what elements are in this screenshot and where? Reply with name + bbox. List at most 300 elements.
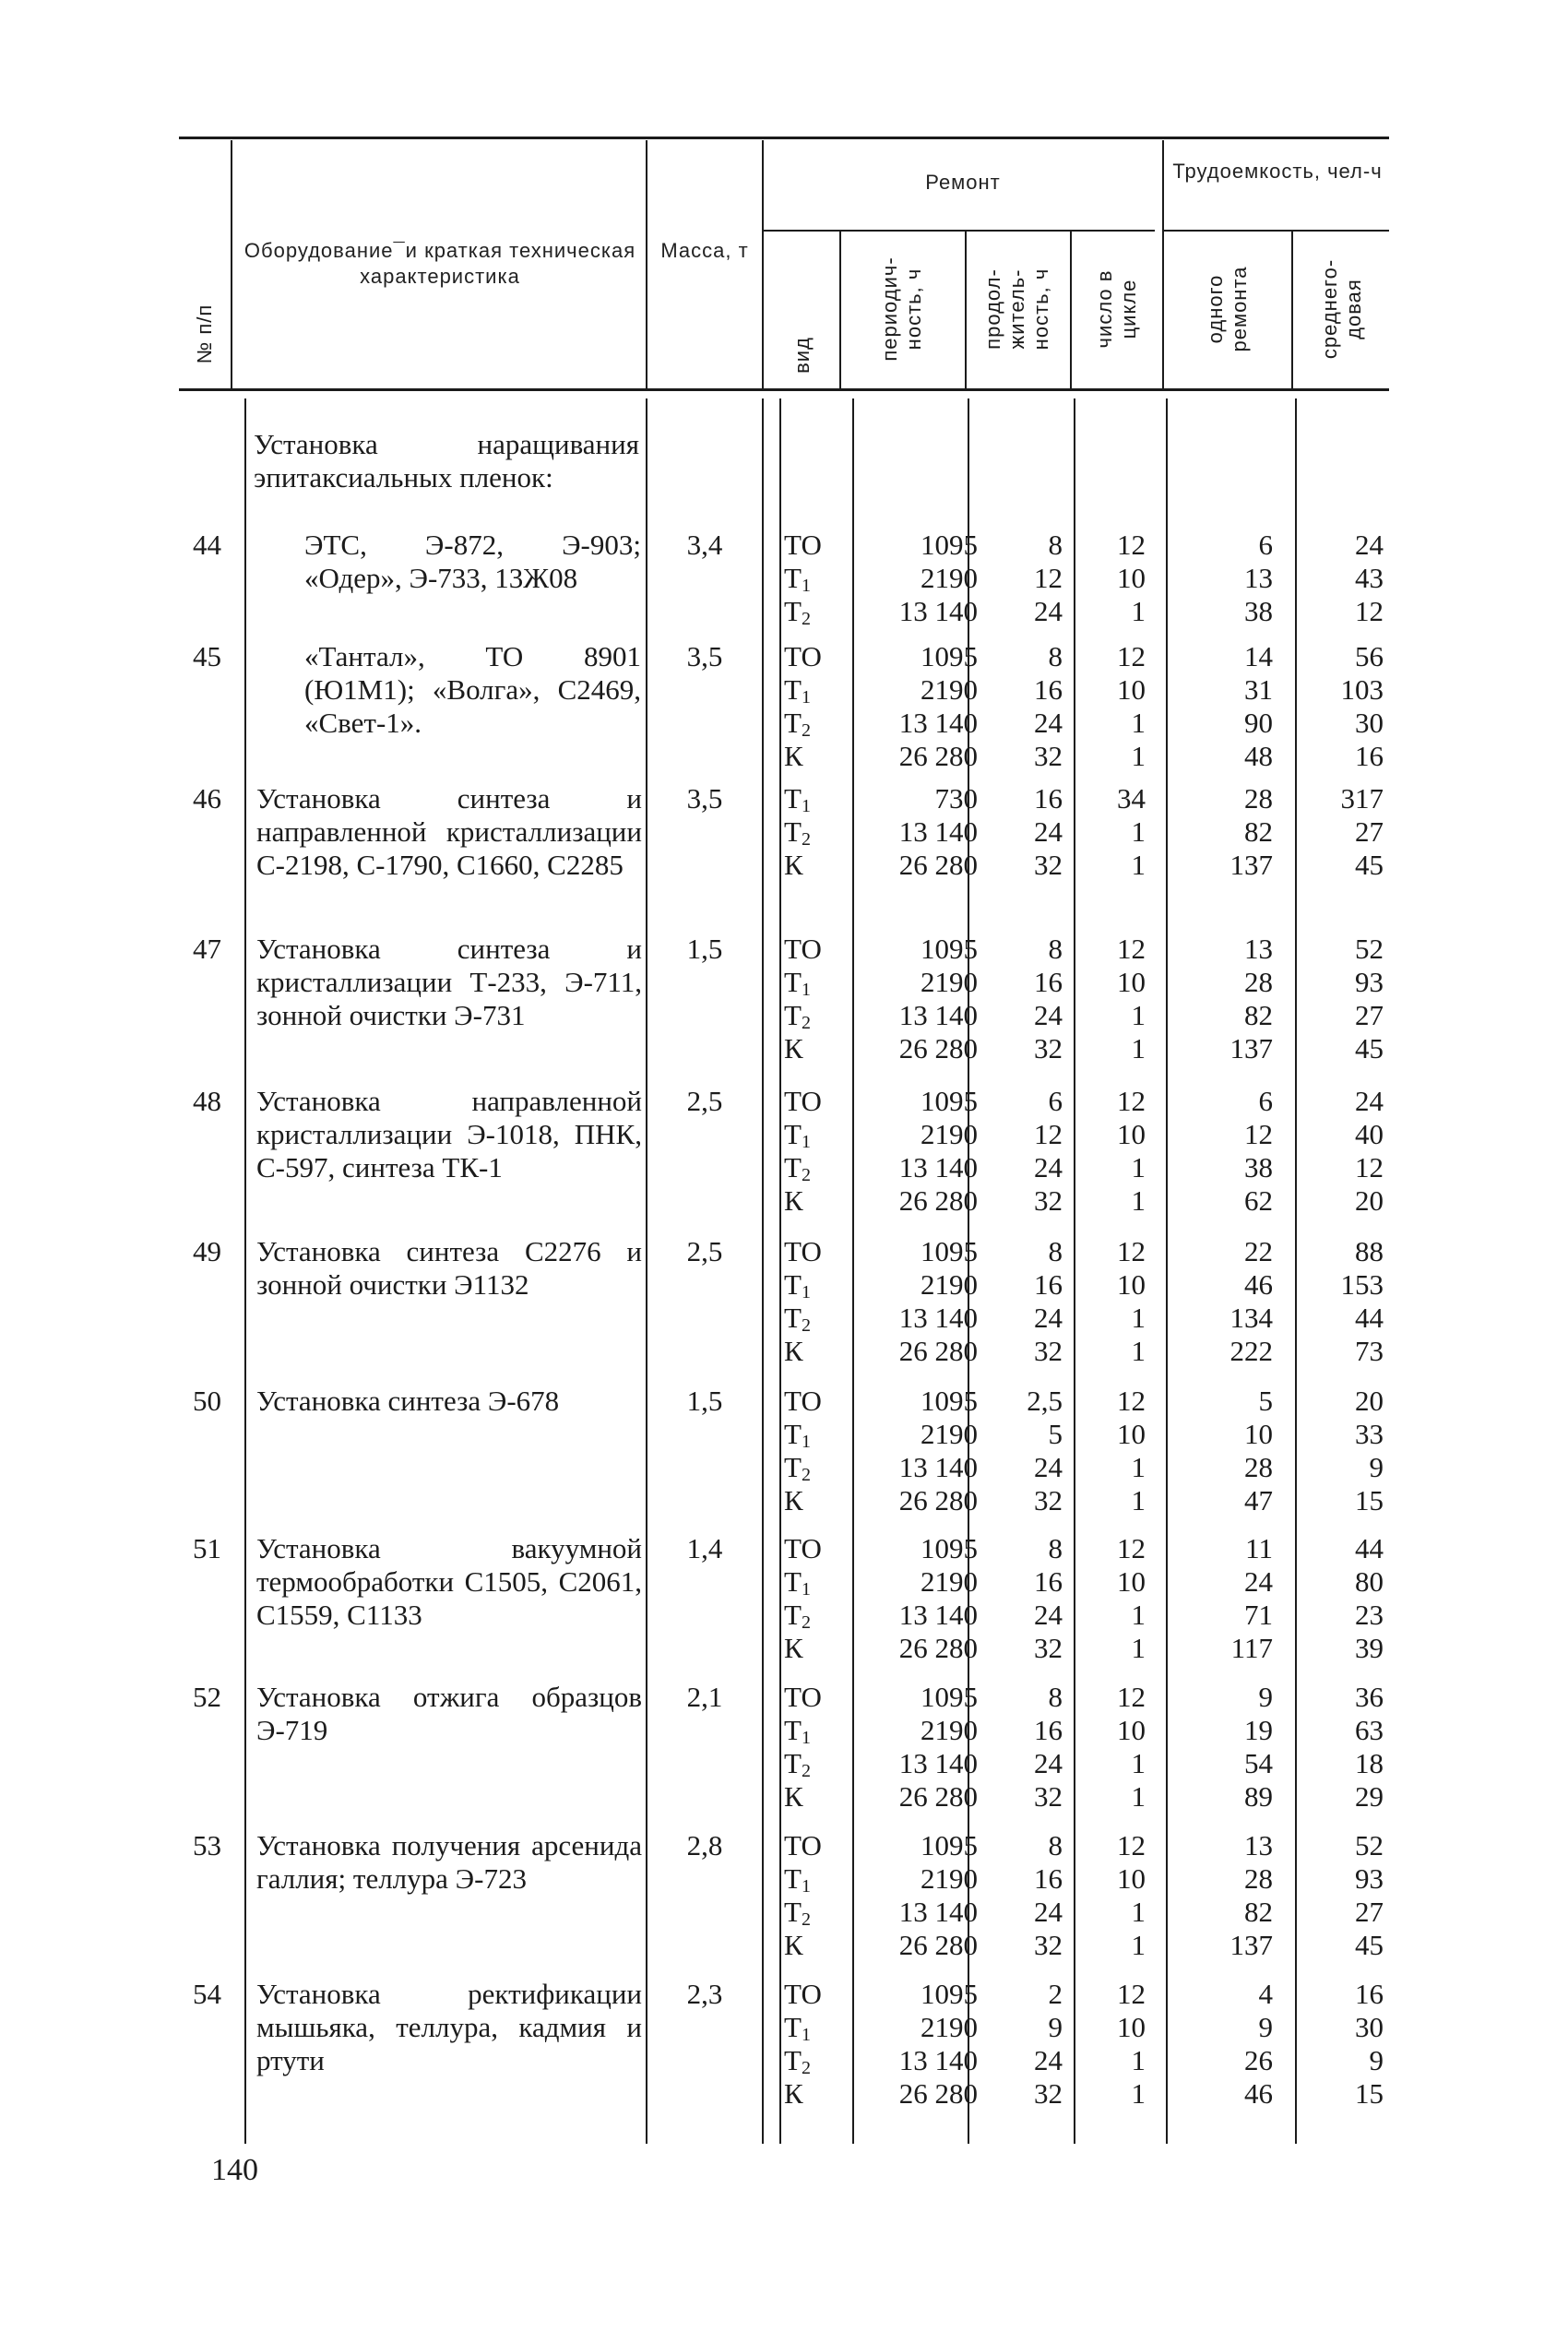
row-kind-value: $Т_1$: [784, 966, 811, 1000]
row-one-value: 26: [1244, 2044, 1273, 2076]
row-count-value: 1: [1131, 1599, 1146, 1631]
row-avg-value: 23: [1355, 1599, 1384, 1631]
row-count-value: 12: [1117, 529, 1146, 561]
row-one-value: 134: [1229, 1302, 1273, 1334]
row-avg-value: 80: [1355, 1565, 1384, 1598]
row-avg-value: 45: [1355, 849, 1384, 881]
row-kind-value: $Т_1$: [784, 1418, 811, 1452]
row-kind-value: $Т_2$: [784, 815, 811, 850]
row-one-value: 38: [1244, 595, 1273, 627]
row-duration-value: 12: [1034, 1118, 1063, 1150]
row-duration-value: 32: [1034, 849, 1063, 881]
row-count-value: 1: [1131, 1451, 1146, 1483]
row-kind-value: $Т_1$: [784, 1565, 811, 1600]
row-period-value: 26 280: [898, 1335, 978, 1367]
table-top-rule: [179, 137, 1389, 139]
row-kind-value: ТО: [784, 1829, 822, 1861]
body-divider: [1074, 398, 1075, 2144]
row-kind-value: К: [784, 1632, 803, 1664]
row-one-value: 19: [1244, 1714, 1273, 1746]
row-kind-value: $Т_2$: [784, 1302, 811, 1336]
row-duration-value: 24: [1034, 1302, 1063, 1334]
row-avg-value: 15: [1355, 1484, 1384, 1516]
row-kind-value: $Т_1$: [784, 1862, 811, 1897]
row-one-value: 5: [1258, 1385, 1273, 1417]
row-period-value: 26 280: [898, 849, 978, 881]
header-duration: продол-житель-ность, ч: [981, 268, 1052, 351]
row-avg-value: 52: [1355, 933, 1384, 965]
row-mass: 2,1: [686, 1681, 723, 1713]
row-kind-value: ТО: [784, 1385, 822, 1417]
row-kind-value: К: [784, 1335, 803, 1367]
row-number: 46: [193, 782, 221, 815]
row-period-value: 26 280: [898, 1484, 978, 1516]
row-kind-value: $Т_2$: [784, 595, 811, 629]
row-duration-value: 8: [1048, 1532, 1063, 1564]
row-period-value: 2190: [921, 673, 978, 706]
row-count-value: 10: [1117, 1118, 1146, 1150]
row-duration-value: 8: [1048, 1235, 1063, 1267]
row-period-value: 26 280: [898, 1032, 978, 1064]
header-divider: [1291, 231, 1293, 389]
row-kind-value: $Т_2$: [784, 707, 811, 741]
row-count-value: 10: [1117, 1714, 1146, 1746]
row-description: Установка синтеза Э-678: [256, 1385, 560, 1417]
row-duration-value: 32: [1034, 2077, 1063, 2110]
row-kind-value: К: [784, 849, 803, 881]
row-period-value: 13 140: [898, 815, 978, 848]
row-count-value: 1: [1131, 1896, 1146, 1928]
row-duration-value: 32: [1034, 740, 1063, 772]
row-period-value: 1095: [921, 640, 978, 672]
row-count-value: 10: [1117, 1565, 1146, 1598]
row-period-value: 13 140: [898, 1151, 978, 1183]
row-period-value: 26 280: [898, 2077, 978, 2110]
row-kind-value: $Т_1$: [784, 1268, 811, 1302]
row-period-value: 2190: [921, 1862, 978, 1895]
row-kind-value: К: [784, 1780, 803, 1813]
row-duration-value: 2: [1048, 1978, 1063, 2010]
row-one-value: 46: [1244, 2077, 1273, 2110]
row-one-value: 137: [1229, 849, 1273, 881]
row-one-value: 11: [1245, 1532, 1273, 1564]
row-count-value: 10: [1117, 1268, 1146, 1301]
row-one-value: 47: [1244, 1484, 1273, 1516]
repair-sub-rule: [764, 230, 1155, 232]
row-avg-value: 27: [1355, 1896, 1384, 1928]
row-duration-value: 2,5: [1027, 1385, 1063, 1417]
row-duration-value: 12: [1034, 562, 1063, 594]
row-count-value: 1: [1131, 1747, 1146, 1779]
row-one-value: 137: [1229, 1929, 1273, 1961]
row-count-value: 10: [1117, 966, 1146, 998]
row-avg-value: 20: [1355, 1385, 1384, 1417]
row-count-value: 1: [1131, 1302, 1146, 1334]
row-period-value: 13 140: [898, 595, 978, 627]
row-kind-value: $Т_1$: [784, 673, 811, 708]
row-one-value: 48: [1244, 740, 1273, 772]
row-duration-value: 32: [1034, 1929, 1063, 1961]
row-duration-value: 24: [1034, 1151, 1063, 1183]
row-period-value: 26 280: [898, 1780, 978, 1813]
row-avg-value: 33: [1355, 1418, 1384, 1450]
row-count-value: 1: [1131, 1484, 1146, 1516]
row-kind-value: ТО: [784, 1235, 822, 1267]
row-avg-value: 16: [1355, 740, 1384, 772]
row-avg-value: 153: [1340, 1268, 1384, 1301]
row-one-value: 62: [1244, 1184, 1273, 1217]
header-divider: [839, 231, 841, 389]
row-kind-value: $Т_1$: [784, 1714, 811, 1748]
row-description: Установка синтеза С2276 и зонной очистки Э1132: [256, 1235, 642, 1301]
row-duration-value: 16: [1034, 966, 1063, 998]
row-avg-value: 30: [1355, 2011, 1384, 2043]
header-one: одного ремонта: [1204, 266, 1251, 352]
row-count-value: 1: [1131, 1335, 1146, 1367]
row-one-value: 28: [1244, 966, 1273, 998]
row-count-value: 34: [1117, 782, 1146, 815]
row-count-value: 1: [1131, 707, 1146, 739]
header-kind: вид: [790, 337, 814, 374]
row-description: Установка отжига образцов Э-719: [256, 1681, 642, 1746]
row-duration-value: 16: [1034, 673, 1063, 706]
row-period-value: 13 140: [898, 2044, 978, 2076]
row-one-value: 13: [1244, 1829, 1273, 1861]
row-kind-value: ТО: [784, 1085, 822, 1117]
row-count-value: 12: [1117, 933, 1146, 965]
row-avg-value: 43: [1355, 562, 1384, 594]
row-duration-value: 32: [1034, 1184, 1063, 1217]
row-count-value: 1: [1131, 1151, 1146, 1183]
row-duration-value: 8: [1048, 933, 1063, 965]
row-avg-value: 44: [1355, 1302, 1384, 1334]
row-kind-value: $Т_1$: [784, 2011, 811, 2045]
row-mass: 1,5: [686, 933, 723, 965]
row-avg-value: 317: [1340, 782, 1384, 815]
row-avg-value: 18: [1355, 1747, 1384, 1779]
row-avg-value: 24: [1355, 1085, 1384, 1117]
row-period-value: 2190: [921, 2011, 978, 2043]
row-duration-value: 24: [1034, 1747, 1063, 1779]
row-number: 47: [193, 933, 221, 965]
row-period-value: 1095: [921, 1532, 978, 1564]
row-count-value: 12: [1117, 1978, 1146, 2010]
row-kind-value: $Т_1$: [784, 1118, 811, 1152]
row-period-value: 13 140: [898, 1747, 978, 1779]
row-period-value: 1095: [921, 529, 978, 561]
header-mass: Масса, т: [660, 239, 749, 262]
row-kind-value: $Т_2$: [784, 1599, 811, 1633]
row-count-value: 12: [1117, 1385, 1146, 1417]
header-divider: [231, 140, 232, 389]
row-count-value: 12: [1117, 1235, 1146, 1267]
row-description: «Тантал», ТО 8901 (Ю1М1); «Волга», С2469, «Свет-1».: [304, 640, 641, 739]
row-avg-value: 27: [1355, 815, 1384, 848]
row-duration-value: 32: [1034, 1335, 1063, 1367]
labor-sub-rule: [1164, 230, 1389, 232]
row-description: ЭТС, Э-872, Э-903; «Одер», Э-733, 13Ж08: [304, 529, 641, 594]
row-mass: 1,4: [686, 1532, 723, 1564]
row-kind-value: К: [784, 1929, 803, 1961]
row-avg-value: 88: [1355, 1235, 1384, 1267]
row-count-value: 1: [1131, 740, 1146, 772]
header-labor: Трудоемкость, чел-ч: [1172, 160, 1383, 183]
row-description: Установка ректификации мышьяка, теллура, кадмия и ртути: [256, 1978, 642, 2076]
header-num: № п/п: [193, 303, 216, 364]
row-kind-value: $Т_1$: [784, 782, 811, 816]
row-one-value: 13: [1244, 933, 1273, 965]
row-one-value: 90: [1244, 707, 1273, 739]
row-period-value: 2190: [921, 1565, 978, 1598]
row-one-value: 54: [1244, 1747, 1273, 1779]
row-period-value: 1095: [921, 1829, 978, 1861]
row-period-value: 26 280: [898, 1632, 978, 1664]
header-equipment: Оборудование¯и краткая техническая характеристика: [244, 239, 636, 288]
row-mass: 3,4: [686, 529, 723, 561]
row-avg-value: 40: [1355, 1118, 1384, 1150]
row-count-value: 1: [1131, 849, 1146, 881]
row-avg-value: 12: [1355, 1151, 1384, 1183]
row-period-value: 13 140: [898, 1451, 978, 1483]
row-period-value: 2190: [921, 1418, 978, 1450]
row-duration-value: 24: [1034, 2044, 1063, 2076]
row-avg-value: 24: [1355, 529, 1384, 561]
row-description: Установка направленной кристаллизации Э-1018, ПНК, С-597, синтеза ТК-1: [256, 1085, 642, 1183]
row-number: 48: [193, 1085, 221, 1117]
row-count-value: 1: [1131, 999, 1146, 1031]
row-period-value: 13 140: [898, 1302, 978, 1334]
row-mass: 1,5: [686, 1385, 723, 1417]
row-avg-value: 103: [1340, 673, 1384, 706]
header-count: число в цикле: [1093, 269, 1140, 349]
row-kind-value: $Т_1$: [784, 562, 811, 596]
row-period-value: 26 280: [898, 740, 978, 772]
header-divider: [762, 140, 764, 389]
row-avg-value: 63: [1355, 1714, 1384, 1746]
row-number: 53: [193, 1829, 221, 1861]
row-period-value: 13 140: [898, 1896, 978, 1928]
row-period-value: 1095: [921, 1235, 978, 1267]
row-avg-value: 56: [1355, 640, 1384, 672]
row-one-value: 89: [1244, 1780, 1273, 1813]
row-number: 44: [193, 529, 221, 561]
row-avg-value: 93: [1355, 966, 1384, 998]
row-avg-value: 20: [1355, 1184, 1384, 1217]
row-description: Установка синтеза и кристаллизации Т-233, Э-711, зонной очистки Э-731: [256, 933, 642, 1031]
row-one-value: 137: [1229, 1032, 1273, 1064]
row-one-value: 24: [1244, 1565, 1273, 1598]
row-period-value: 13 140: [898, 1599, 978, 1631]
row-mass: 3,5: [686, 640, 723, 672]
row-duration-value: 16: [1034, 1268, 1063, 1301]
row-avg-value: 52: [1355, 1829, 1384, 1861]
row-kind-value: $Т_2$: [784, 2044, 811, 2078]
row-count-value: 10: [1117, 2011, 1146, 2043]
row-kind-value: $Т_2$: [784, 1151, 811, 1185]
row-count-value: 1: [1131, 1184, 1146, 1217]
row-kind-value: К: [784, 1184, 803, 1217]
row-one-value: 28: [1244, 782, 1273, 815]
row-one-value: 14: [1244, 640, 1273, 672]
row-number: 45: [193, 640, 221, 672]
row-kind-value: К: [784, 1484, 803, 1516]
row-kind-value: $Т_2$: [784, 1747, 811, 1781]
row-kind-value: ТО: [784, 933, 822, 965]
row-duration-value: 32: [1034, 1780, 1063, 1813]
row-description: Установка вакуумной термообработки С1505, С2061, С1559, С1133: [256, 1532, 642, 1631]
row-count-value: 1: [1131, 2077, 1146, 2110]
row-one-value: 9: [1258, 2011, 1273, 2043]
row-duration-value: 8: [1048, 640, 1063, 672]
row-mass: 2,3: [686, 1978, 723, 2010]
row-number: 54: [193, 1978, 221, 2010]
row-kind-value: ТО: [784, 640, 822, 672]
row-duration-value: 6: [1048, 1085, 1063, 1117]
row-description: Установка синтеза и направленной кристаллизации С-2198, С-1790, С1660, С2285: [256, 782, 642, 881]
row-avg-value: 27: [1355, 999, 1384, 1031]
row-count-value: 1: [1131, 1632, 1146, 1664]
row-avg-value: 39: [1355, 1632, 1384, 1664]
row-duration-value: 32: [1034, 1632, 1063, 1664]
row-count-value: 12: [1117, 1829, 1146, 1861]
header-divider: [965, 231, 967, 389]
row-one-value: 31: [1244, 673, 1273, 706]
row-duration-value: 5: [1048, 1418, 1063, 1450]
row-kind-value: К: [784, 2077, 803, 2110]
row-kind-value: ТО: [784, 529, 822, 561]
body-divider: [1166, 398, 1168, 2144]
row-one-value: 82: [1244, 999, 1273, 1031]
group-title: Установка наращивания эпитаксиальных пленок:: [254, 428, 639, 494]
row-period-value: 2190: [921, 1714, 978, 1746]
row-period-value: 26 280: [898, 1929, 978, 1961]
row-one-value: 10: [1244, 1418, 1273, 1450]
row-one-value: 22: [1244, 1235, 1273, 1267]
row-duration-value: 24: [1034, 595, 1063, 627]
row-count-value: 10: [1117, 562, 1146, 594]
row-description: Установка получения арсенида галлия; теллура Э-723: [256, 1829, 642, 1895]
row-avg-value: 45: [1355, 1929, 1384, 1961]
row-count-value: 1: [1131, 1032, 1146, 1064]
row-count-value: 1: [1131, 595, 1146, 627]
row-duration-value: 8: [1048, 1681, 1063, 1713]
row-avg-value: 93: [1355, 1862, 1384, 1895]
row-period-value: 2190: [921, 562, 978, 594]
row-duration-value: 8: [1048, 529, 1063, 561]
row-one-value: 46: [1244, 1268, 1273, 1301]
row-avg-value: 15: [1355, 2077, 1384, 2110]
row-avg-value: 44: [1355, 1532, 1384, 1564]
row-period-value: 1095: [921, 933, 978, 965]
row-duration-value: 16: [1034, 782, 1063, 815]
row-mass: 2,8: [686, 1829, 723, 1861]
row-one-value: 4: [1258, 1978, 1273, 2010]
row-kind-value: ТО: [784, 1681, 822, 1713]
row-duration-value: 32: [1034, 1032, 1063, 1064]
row-duration-value: 24: [1034, 1599, 1063, 1631]
row-kind-value: ТО: [784, 1978, 822, 2010]
row-one-value: 13: [1244, 562, 1273, 594]
row-kind-value: $Т_2$: [784, 1451, 811, 1485]
row-count-value: 1: [1131, 2044, 1146, 2076]
row-duration-value: 24: [1034, 815, 1063, 848]
row-mass: 2,5: [686, 1235, 723, 1267]
row-mass: 2,5: [686, 1085, 723, 1117]
row-duration-value: 16: [1034, 1565, 1063, 1598]
row-count-value: 1: [1131, 1929, 1146, 1961]
row-duration-value: 32: [1034, 1484, 1063, 1516]
row-period-value: 2190: [921, 1268, 978, 1301]
row-period-value: 1095: [921, 1085, 978, 1117]
row-period-value: 13 140: [898, 707, 978, 739]
row-kind-value: $Т_2$: [784, 1896, 811, 1930]
row-count-value: 10: [1117, 1418, 1146, 1450]
row-duration-value: 16: [1034, 1714, 1063, 1746]
row-one-value: 71: [1244, 1599, 1273, 1631]
body-divider: [244, 398, 246, 2144]
row-number: 51: [193, 1532, 221, 1564]
row-count-value: 10: [1117, 673, 1146, 706]
row-one-value: 12: [1244, 1118, 1273, 1150]
header-divider: [646, 140, 647, 389]
row-mass: 3,5: [686, 782, 723, 815]
row-one-value: 28: [1244, 1862, 1273, 1895]
row-avg-value: 30: [1355, 707, 1384, 739]
header-repair: Ремонт: [925, 171, 1001, 194]
row-count-value: 12: [1117, 1532, 1146, 1564]
header-divider: [1162, 140, 1164, 389]
row-duration-value: 24: [1034, 707, 1063, 739]
body-divider: [762, 398, 764, 2144]
row-duration-value: 16: [1034, 1862, 1063, 1895]
row-kind-value: К: [784, 1032, 803, 1064]
row-period-value: 26 280: [898, 1184, 978, 1217]
row-one-value: 9: [1258, 1681, 1273, 1713]
row-one-value: 82: [1244, 815, 1273, 848]
row-duration-value: 24: [1034, 1896, 1063, 1928]
header-bottom-rule: [179, 388, 1389, 391]
row-one-value: 222: [1229, 1335, 1273, 1367]
row-kind-value: ТО: [784, 1532, 822, 1564]
row-kind-value: $Т_2$: [784, 999, 811, 1033]
row-avg-value: 45: [1355, 1032, 1384, 1064]
row-one-value: 117: [1230, 1632, 1273, 1664]
row-one-value: 82: [1244, 1896, 1273, 1928]
row-number: 52: [193, 1681, 221, 1713]
row-period-value: 1095: [921, 1978, 978, 2010]
row-count-value: 1: [1131, 815, 1146, 848]
row-avg-value: 12: [1355, 595, 1384, 627]
row-avg-value: 9: [1369, 2044, 1384, 2076]
header-divider: [1070, 231, 1072, 389]
row-duration-value: 8: [1048, 1829, 1063, 1861]
row-one-value: 6: [1258, 529, 1273, 561]
row-count-value: 12: [1117, 1085, 1146, 1117]
page-number: 140: [211, 2153, 258, 2187]
row-avg-value: 36: [1355, 1681, 1384, 1713]
row-period-value: 2190: [921, 966, 978, 998]
body-divider: [779, 398, 781, 2144]
row-period-value: 13 140: [898, 999, 978, 1031]
row-duration-value: 24: [1034, 999, 1063, 1031]
row-count-value: 12: [1117, 640, 1146, 672]
row-avg-value: 9: [1369, 1451, 1384, 1483]
row-number: 50: [193, 1385, 221, 1417]
row-one-value: 38: [1244, 1151, 1273, 1183]
header-period: периодич-ность, ч: [878, 256, 925, 362]
row-count-value: 1: [1131, 1780, 1146, 1813]
row-one-value: 6: [1258, 1085, 1273, 1117]
